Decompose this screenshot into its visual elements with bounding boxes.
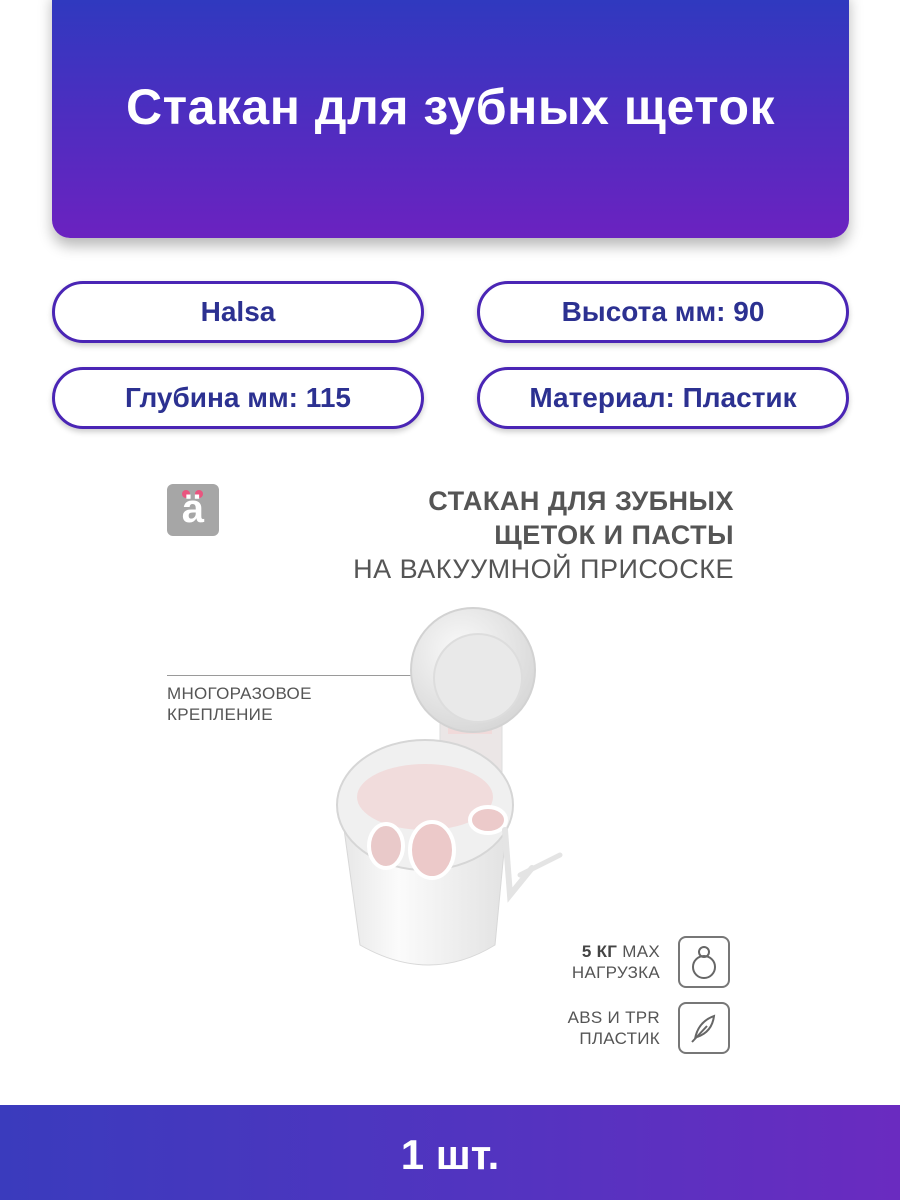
title-banner [52,0,849,238]
feature-material-value: ABS И TPR [567,1008,660,1027]
feather-icon [678,1002,730,1054]
quantity-label: 1 шт. [400,1131,500,1178]
spec-height-badge: Высота мм: 90 [477,281,849,343]
product-title-line2: ЩЕТОК И ПАСТЫ [494,520,734,550]
callout-line1: МНОГОРАЗОВОЕ [167,684,312,703]
spec-material-badge: Материал: Пластик [477,367,849,429]
mount-callout [167,683,312,725]
feature-load-label: НАГРУЗКА [571,963,660,982]
feature-material-label: ПЛАСТИК [579,1029,660,1048]
product-image [320,600,580,990]
weight-icon [678,936,730,988]
feature-load-text [572,941,660,983]
quantity-banner [0,1105,900,1200]
callout-line2: КРЕПЛЕНИЕ [167,705,273,724]
product-title-line1: СТАКАН ДЛЯ ЗУБНЫХ [428,486,734,516]
feature-material-text [568,1007,660,1049]
spec-depth-badge: Глубина мм: 115 [52,367,424,429]
page-title: Стакан для зубных щеток [125,79,776,135]
brand-logo [167,484,219,536]
logo-letter: ä [181,487,205,531]
feature-load-unit: MAX [617,942,660,961]
spec-brand-badge: Halsa [52,281,424,343]
product-title [353,484,734,586]
feature-load-value: 5 КГ [581,942,618,961]
product-subtitle: НА ВАКУУМНОЙ ПРИСОСКЕ [353,554,734,584]
